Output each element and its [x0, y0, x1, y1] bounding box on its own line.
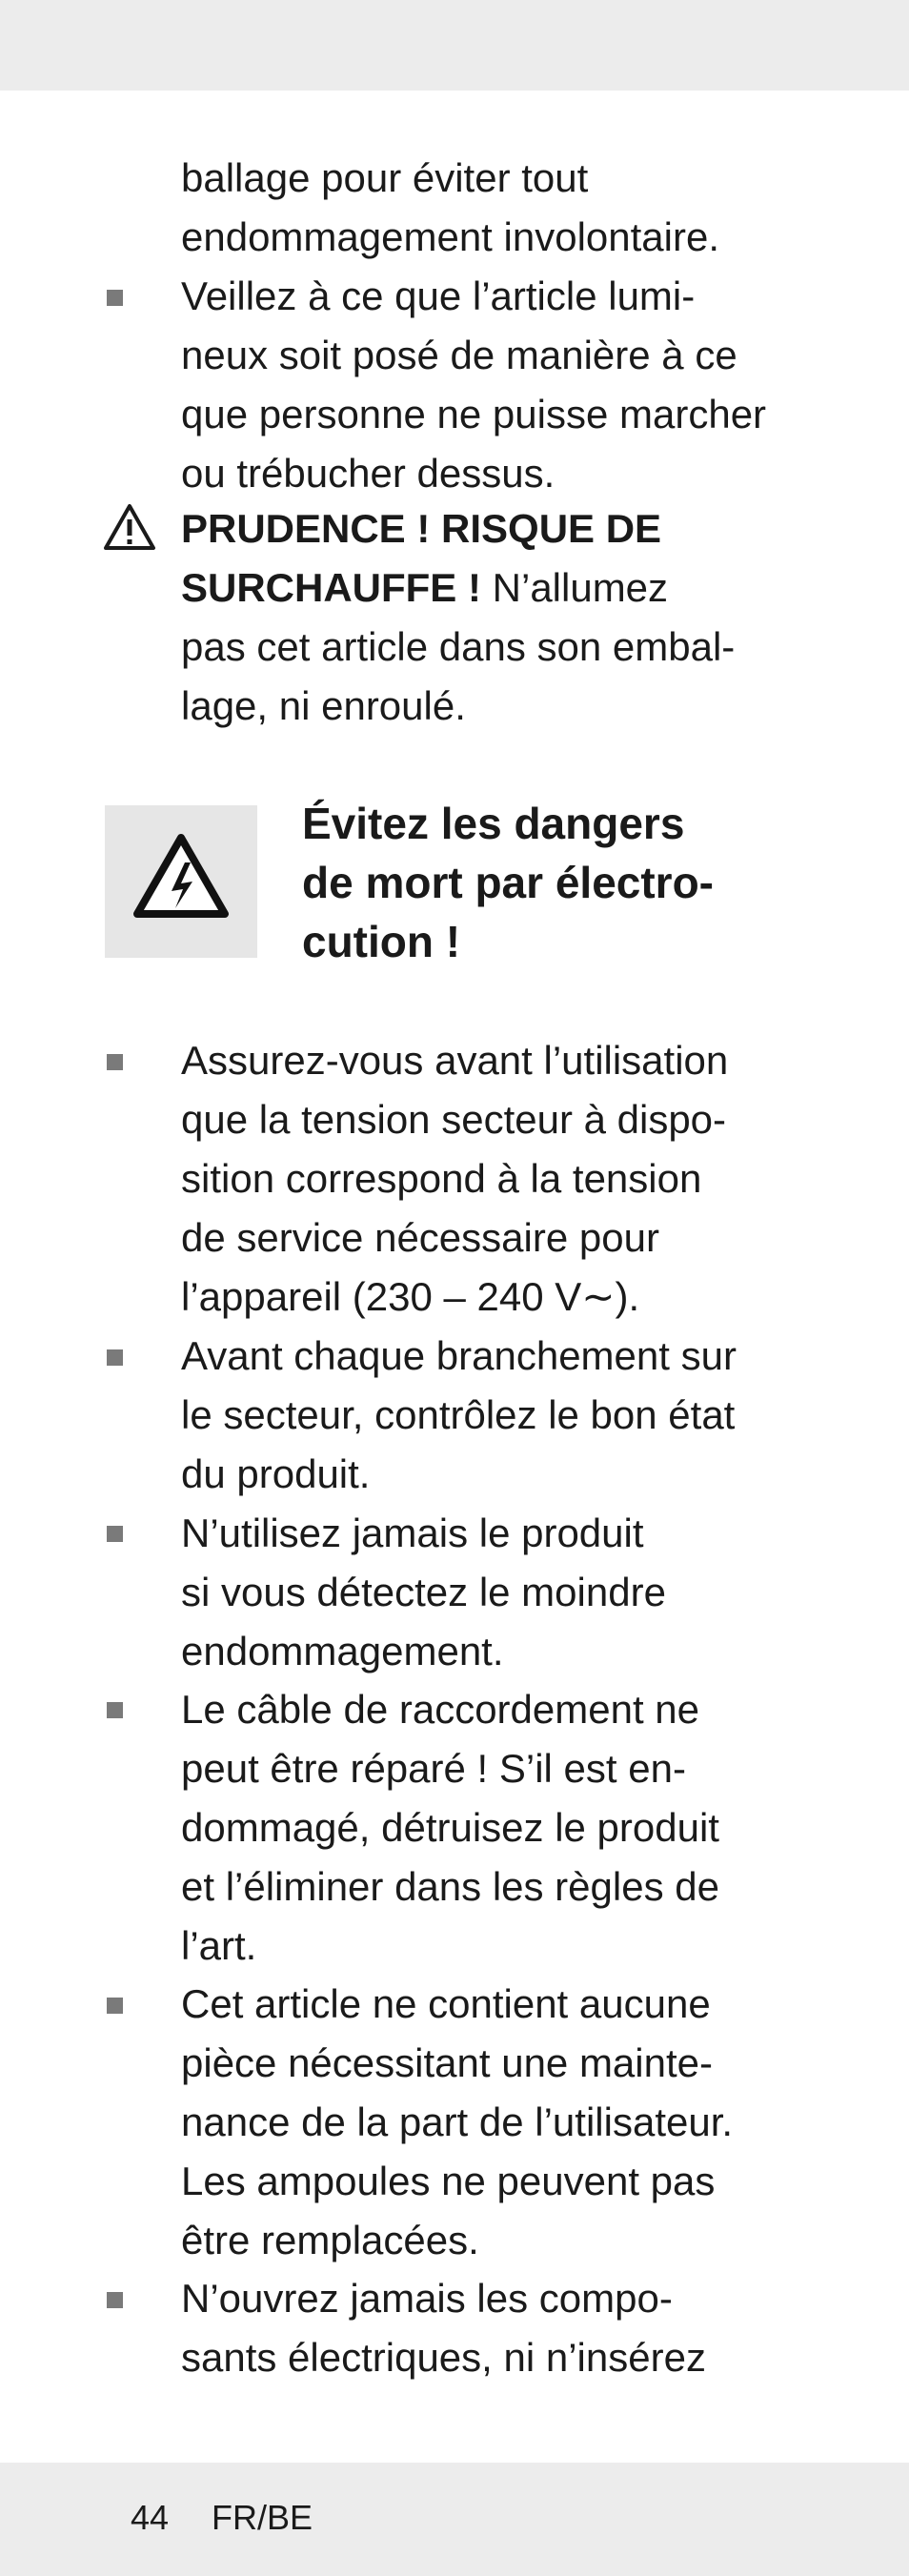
text-line: que la tension secteur à dispo- [181, 1097, 727, 1142]
page-number: 44 [131, 2498, 170, 2537]
text-line: peut être réparé ! S’il est en- [181, 1746, 686, 1791]
text-line: ballage pour éviter tout [181, 155, 589, 200]
text-line: sants électriques, ni n’insérez [181, 2335, 706, 2380]
caution-heading: PRUDENCE ! RISQUE DE [181, 506, 662, 551]
square-bullet-icon [107, 290, 123, 306]
text-line: sition correspond à la tension [181, 1156, 702, 1201]
section-title [302, 794, 817, 971]
caution-notice [181, 499, 781, 736]
text-line: Les ampoules ne peuvent pas [181, 2159, 716, 2203]
text-line: lage, ni enroulé. [181, 683, 466, 728]
text-line: endommagement involontaire. [181, 214, 719, 259]
caution-heading-continued: SURCHAUFFE ! [181, 565, 481, 610]
text-line: si vous détectez le moindre [181, 1570, 666, 1614]
bullet-item [181, 2269, 781, 2387]
bullet-item-lights [181, 267, 781, 503]
text-line: que personne ne puisse marcher [181, 392, 767, 436]
text-line: Avant chaque branchement sur [181, 1333, 737, 1378]
bullet-item [181, 1680, 781, 1976]
text-line: endommagement. [181, 1629, 504, 1673]
text-line: pièce nécessitant une mainte- [181, 2040, 713, 2085]
text-line: être remplacées. [181, 2218, 479, 2262]
text-line: Le câble de raccordement ne [181, 1687, 700, 1732]
locale-label: FR/BE [212, 2498, 313, 2537]
bullet-item [181, 1975, 781, 2270]
caution-text: N’allumez [480, 565, 669, 610]
square-bullet-icon [107, 1998, 123, 2014]
square-bullet-icon [107, 1526, 123, 1542]
text-line: neux soit posé de manière à ce [181, 333, 737, 377]
intro-continuation [181, 149, 781, 267]
square-bullet-icon [107, 2292, 123, 2308]
bullet-item [181, 1031, 781, 1327]
text-line: et l’éliminer dans les règles de [181, 1864, 719, 1909]
text-line: Veillez à ce que l’article lumi- [181, 274, 696, 318]
bullet-item [181, 1504, 781, 1681]
text-line: N’utilisez jamais le produit [181, 1511, 644, 1555]
warning-triangle-icon [103, 503, 156, 551]
text-line: ou trébucher dessus. [181, 451, 556, 496]
electric-hazard-icon-box [105, 805, 257, 958]
section-title-line: de mort par électro- [302, 858, 714, 907]
text-line: le secteur, contrôlez le bon état [181, 1392, 736, 1437]
bullet-item [181, 1327, 781, 1504]
top-margin-band [0, 0, 909, 91]
text-line: du produit. [181, 1451, 371, 1496]
text-line: Cet article ne contient aucune [181, 1981, 711, 2026]
text-line: N’ouvrez jamais les compo- [181, 2276, 673, 2321]
text-line: dommagé, détruisez le produit [181, 1805, 719, 1850]
text-line: l’art. [181, 1923, 257, 1968]
text-line: pas cet article dans son embal- [181, 624, 736, 669]
section-title-line: cution ! [302, 917, 461, 966]
text-line: l’appareil (230 – 240 V∼). [181, 1274, 640, 1319]
square-bullet-icon [107, 1054, 123, 1070]
text-line: de service nécessaire pour [181, 1215, 659, 1260]
square-bullet-icon [107, 1702, 123, 1718]
electric-hazard-icon [105, 805, 257, 958]
square-bullet-icon [107, 1349, 123, 1366]
text-line: nance de la part de l’utilisateur. [181, 2099, 734, 2144]
section-title-line: Évitez les dangers [302, 799, 685, 848]
text-line: Assurez-vous avant l’utilisation [181, 1038, 729, 1083]
text-line [181, 558, 781, 618]
